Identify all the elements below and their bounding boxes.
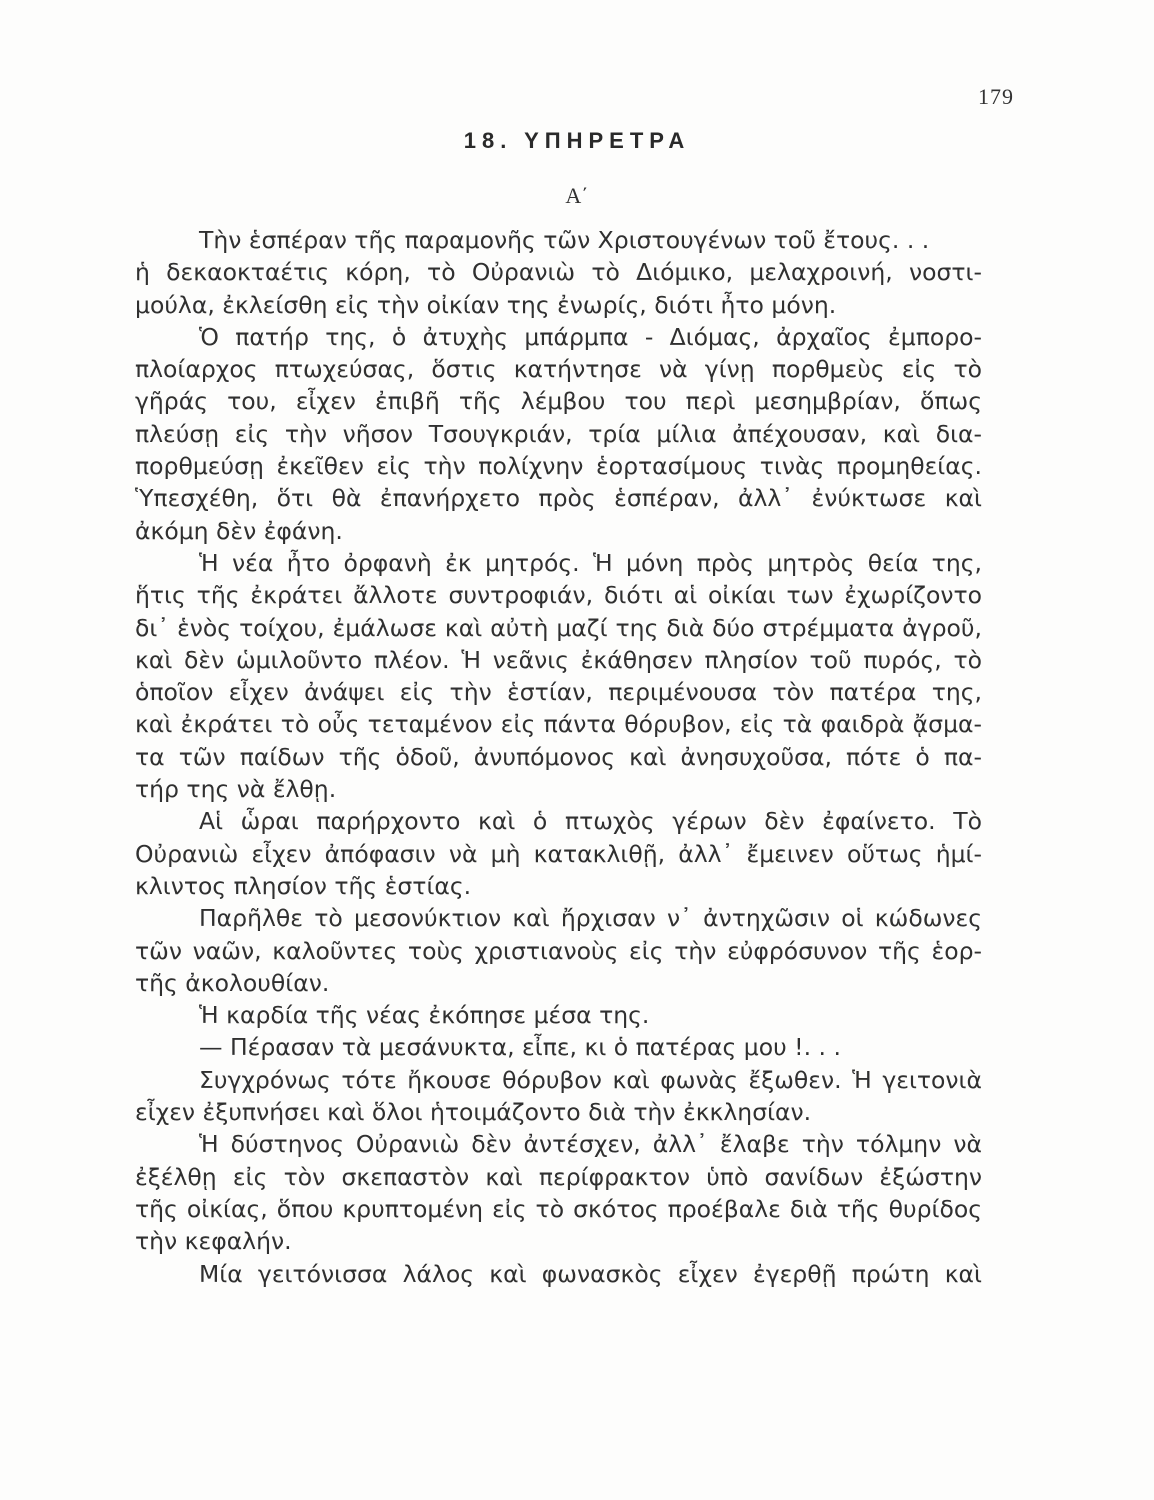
section-mark: Α΄ [565,183,589,208]
text-line: δι᾿ ἑνὸς τοίχου, ἐμάλωσε καὶ αὐτὴ μαζί της διὰ δύο στρέμματα ἀγροῦ, [135,613,982,642]
text-line: Ἡ νέα ἦτο ὀρφανὴ ἐκ μητρός. Ἡ μόνη πρὸς μητρὸς θεία της, [199,548,982,577]
text-line: εἶχεν ἐξυπνήσει καὶ ὅλοι ἡτοιμάζοντο διὰ τὴν ἐκκλησίαν. [135,1098,812,1127]
text-line: τήρ της νὰ ἔλθῃ. [135,775,337,804]
text-line: τῶν ναῶν, καλοῦντες τοὺς χριστιανοὺς εἰς τὴν εὐφρόσυνον τῆς ἑορ- [135,936,982,965]
text-line: — Πέρασαν τὰ μεσάνυκτα, εἶπε, κι ὁ πατέρας μου !. . . [199,1033,841,1062]
text-line: Συγχρόνως τότε ἤκουσε θόρυβον καὶ φωνὰς ἔξωθεν. Ἡ γειτονιὰ [199,1065,982,1094]
text-line: ἥτις τῆς ἐκράτει ἄλλοτε συντροφιάν, διότι αἱ οἰκίαι των ἐχωρίζοντο [135,581,982,610]
text-line: τα τῶν παίδων τῆς ὁδοῦ, ἀνυπόμονος καὶ ἀνησυχοῦσα, πότε ὁ πα- [135,742,982,771]
body-text [135,224,982,1290]
text-line: κλιντος πλησίον τῆς ἑστίας. [135,871,472,900]
text-line: πορθμεύσῃ ἐκεῖθεν εἰς τὴν πολίχνην ἑορτασίμους τινὰς προμηθείας. [135,452,982,481]
text-line: τῆς οἰκίας, ὅπου κρυπτομένη εἰς τὸ σκότος προέβαλε διὰ τῆς θυρίδος [135,1194,982,1223]
chapter-title: 18. ΥΠΗΡΕΤΡΑ [463,128,691,153]
text-line: Ὁ πατήρ της, ὁ ἀτυχὴς μπάρμπα - Διόμας, ἀρχαῖος ἐμπορο- [199,322,982,351]
text-line: μούλα, ἐκλείσθη εἰς τὴν οἰκίαν της ἐνωρίς, διότι ἦτο μόνη. [135,290,837,319]
text-line: καὶ ἐκράτει τὸ οὖς τεταμένον εἰς πάντα θόρυβον, εἰς τὰ φαιδρὰ ᾄσμα- [135,710,982,739]
text-line: ἀκόμη δὲν ἐφάνη. [135,516,343,545]
text-line: Ἡ δύστηνος Οὐρανιὼ δὲν ἀντέσχεν, ἀλλ᾿ ἔλαβε τὴν τόλμην νὰ [199,1130,982,1159]
text-line: τῆς ἀκολουθίαν. [135,968,330,997]
page-number: 179 [978,84,1014,109]
text-line: Οὐρανιὼ εἶχεν ἀπόφασιν νὰ μὴ κατακλιθῇ, ἀλλ᾿ ἔμεινεν οὕτως ἡμί- [135,839,982,868]
text-line: Ὑπεσχέθη, ὅτι θὰ ἐπανήρχετο πρὸς ἑσπέραν, ἀλλ᾿ ἐνύκτωσε καὶ [135,484,982,513]
text-line: τὴν κεφαλήν. [135,1227,292,1256]
text-line: ἡ δεκαοκταέτις κόρη, τὸ Οὐρανιὼ τὸ Διόμικο, μελαχροινή, νοστι- [135,258,982,287]
text-line: καὶ δὲν ὡμιλοῦντο πλέον. Ἡ νεᾶνις ἐκάθησεν πλησίον τοῦ πυρός, τὸ [135,645,982,674]
text-line: Μία γειτόνισσα λάλος καὶ φωνασκὸς εἶχεν ἐγερθῇ πρώτη καὶ [199,1259,982,1288]
text-line: Τὴν ἑσπέραν τῆς παραμονῆς τῶν Χριστουγένων τοῦ ἔτους. . . [199,226,930,254]
text-line: Αἱ ὧραι παρήρχοντο καὶ ὁ πτωχὸς γέρων δὲν ἐφαίνετο. Τὸ [199,807,982,836]
text-line: πλεύσῃ εἰς τὴν νῆσον Τσουγκριάν, τρία μίλια ἀπέχουσαν, καὶ δια- [135,419,982,448]
text-line: Ἡ καρδία τῆς νέας ἐκόπησε μέσα της. [199,1001,650,1030]
text-line: πλοίαρχος πτωχεύσας, ὅστις κατήντησε νὰ γίνῃ πορθμεὺς εἰς τὸ [135,355,982,384]
text-line: Παρῆλθε τὸ μεσονύκτιον καὶ ἤρχισαν ν᾿ ἀντηχῶσιν οἱ κώδωνες [199,904,982,933]
text-line: γῆράς του, εἶχεν ἐπιβῆ τῆς λέμβου του περὶ μεσημβρίαν, ὅπως [135,387,982,416]
text-line: ὁποῖον εἶχεν ἀνάψει εἰς τὴν ἑστίαν, περιμένουσα τὸν πατέρα της, [135,678,982,707]
text-line: ἐξέλθῃ εἰς τὸν σκεπαστὸν καὶ περίφρακτον ὑπὸ σανίδων ἐξώστην [135,1162,982,1191]
